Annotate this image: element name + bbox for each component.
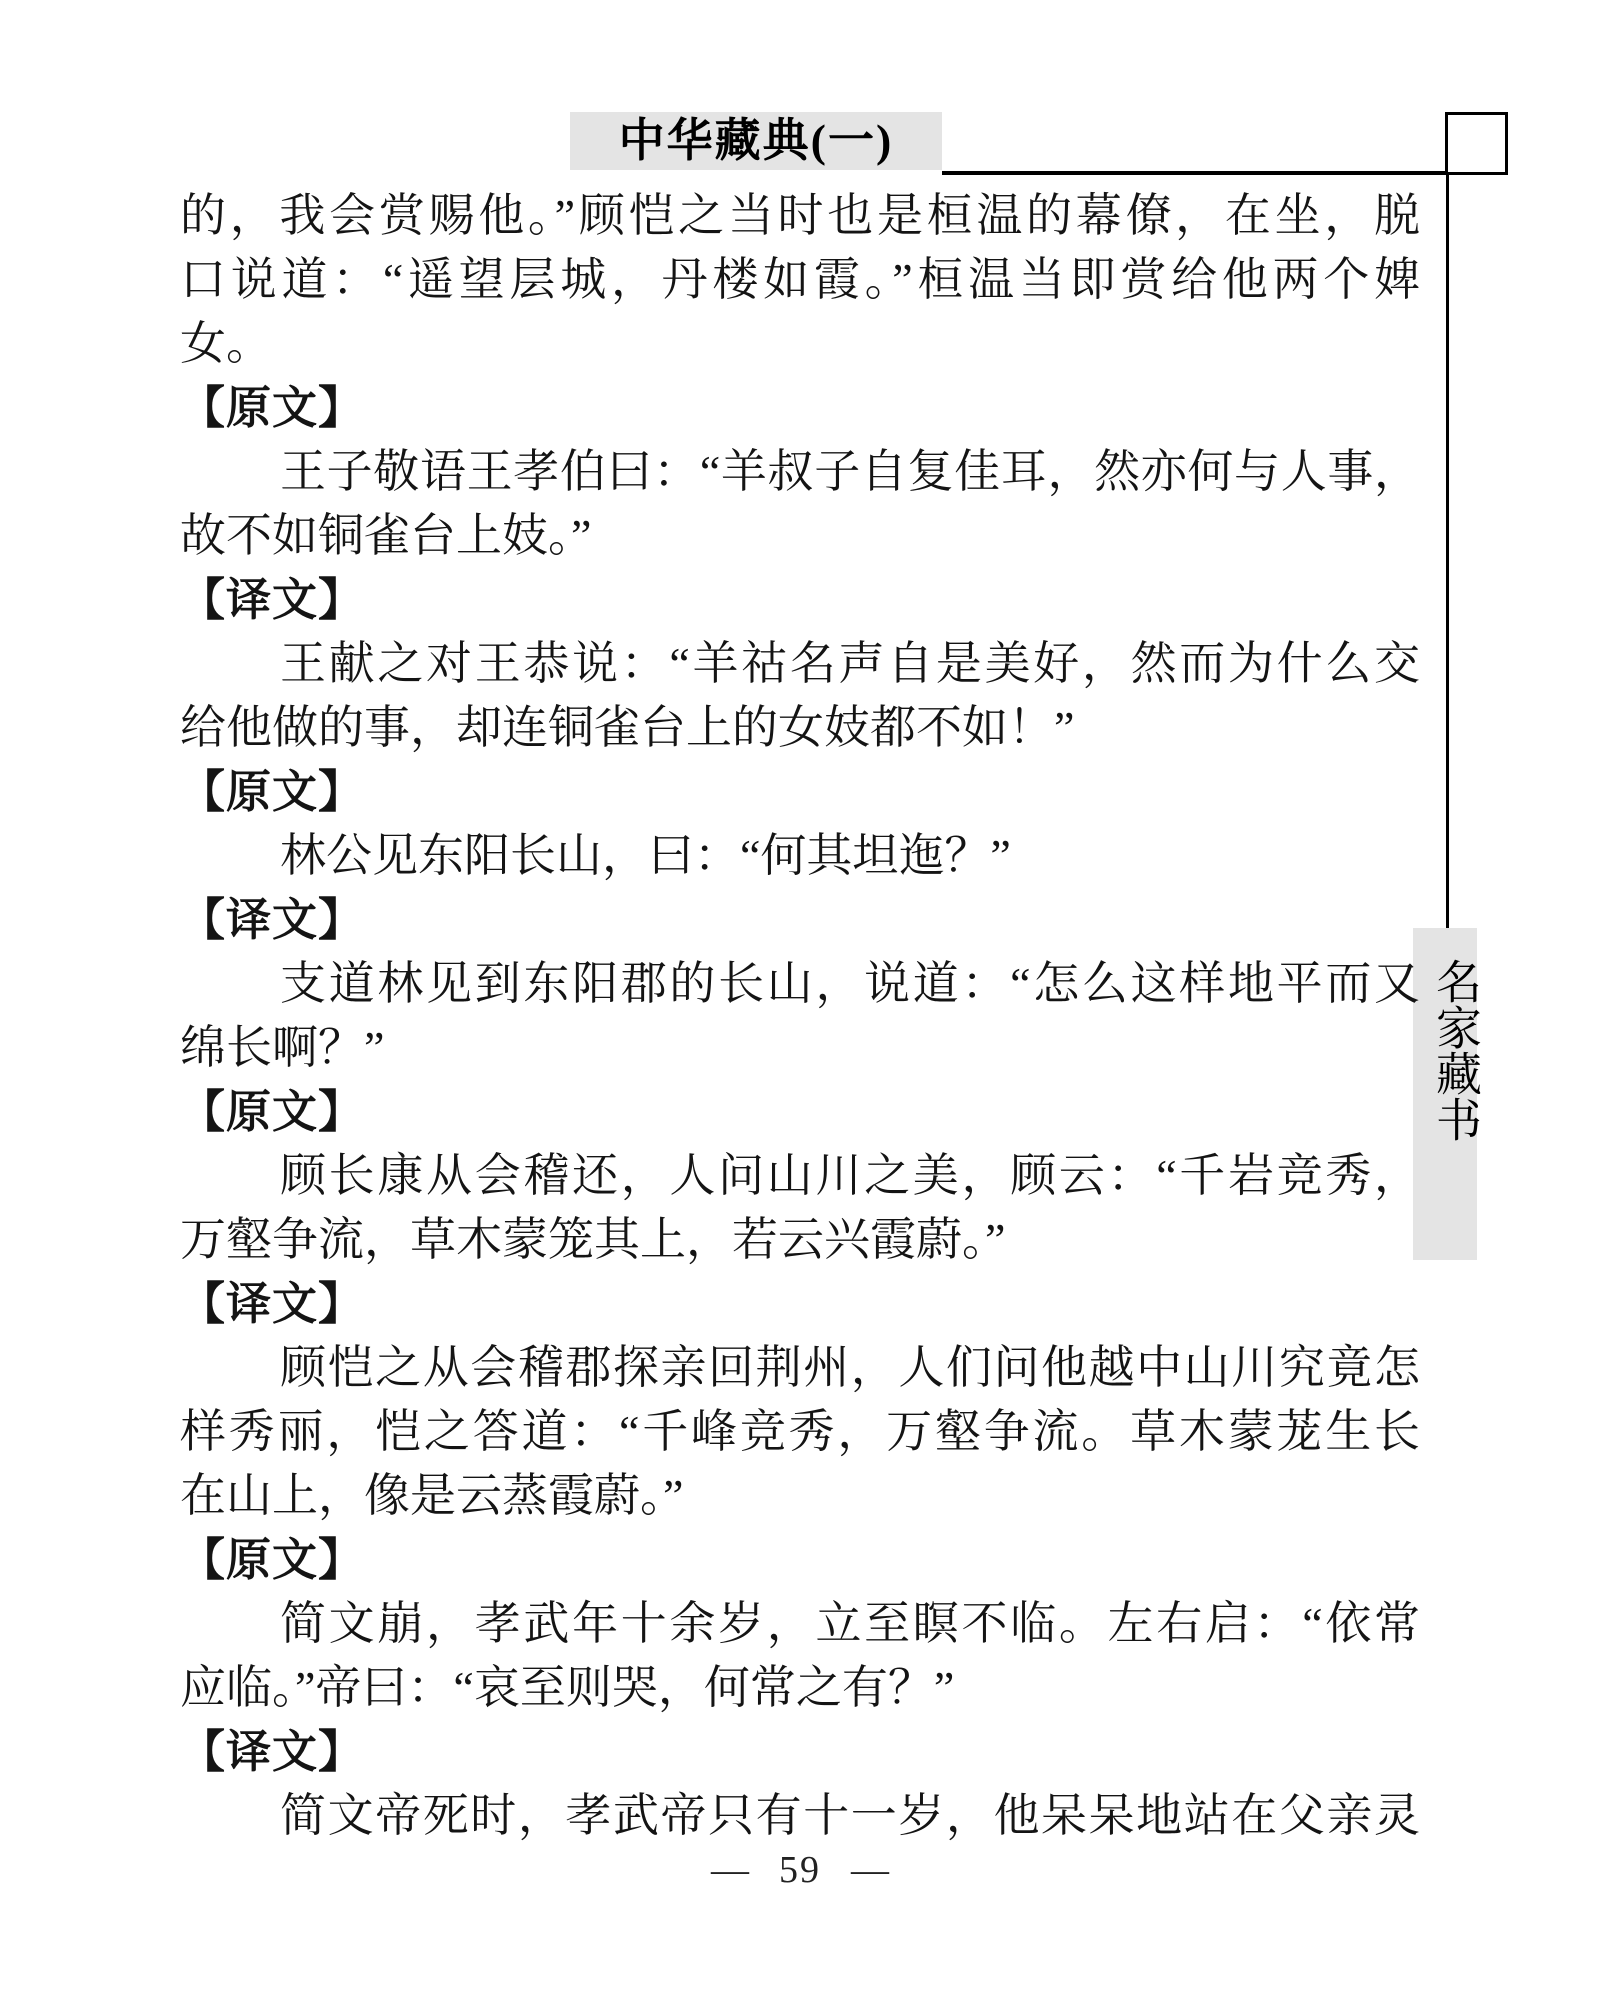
header-title-box [570, 112, 942, 170]
header-rule [942, 171, 1447, 175]
text-line: 绵长啊？” [180, 1022, 385, 1073]
text-line: 口说道：“遥望层城，丹楼如霞。”桓温当即赏给他两个婢 [180, 254, 1420, 305]
footer-left-dash: — [711, 1849, 749, 1891]
corner-box [1445, 112, 1508, 175]
section-label: 【原文】 [180, 767, 365, 817]
text-line: 简文帝死时，孝武帝只有十一岁，他呆呆地站在父亲灵 [280, 1790, 1420, 1841]
content-area [180, 184, 1420, 1848]
text-line: 简文崩，孝武年十余岁，立至瞑不临。左右启：“依常 [280, 1598, 1420, 1649]
text-line: 应临。”帝曰：“哀至则哭，何常之有？” [180, 1662, 955, 1713]
section-label: 【译文】 [180, 895, 365, 945]
section-label: 【译文】 [180, 1279, 365, 1329]
text-line: 顾长康从会稽还，人问山川之美，顾云：“千岩竞秀， [280, 1150, 1420, 1201]
vertical-rule [1446, 175, 1449, 928]
section-label: 【原文】 [180, 1087, 365, 1137]
text-line: 王子敬语王孝伯曰：“羊叔子自复佳耳，然亦何与人事， [280, 446, 1420, 497]
section-label: 【原文】 [180, 383, 365, 433]
text-line: 支道林见到东阳郡的长山，说道：“怎么这样地平而又 [280, 958, 1420, 1009]
section-label: 【原文】 [180, 1535, 365, 1585]
section-label: 【译文】 [180, 575, 365, 625]
text-line: 顾恺之从会稽郡探亲回荆州，人们问他越中山川究竟怎 [280, 1342, 1420, 1393]
text-line: 的，我会赏赐他。”顾恺之当时也是桓温的幕僚，在坐，脱 [180, 190, 1420, 241]
footer-page-number: 59 [779, 1849, 821, 1891]
header-title: 中华藏典(一) [618, 115, 894, 166]
text-line: 林公见东阳长山，曰：“何其坦迤？” [280, 830, 1011, 881]
text-line: 故不如铜雀台上妓。” [180, 510, 592, 561]
section-label: 【译文】 [180, 1727, 365, 1777]
sidebar-tab [1413, 928, 1481, 1260]
text-line: 在山上，像是云蒸霞蔚。” [180, 1470, 684, 1521]
footer-right-dash: — [851, 1849, 889, 1891]
text-line: 样秀丽，恺之答道：“千峰竞秀，万壑争流。草木蒙茏生长 [180, 1406, 1420, 1457]
text-line: 万壑争流，草木蒙笼其上，若云兴霞蔚。” [180, 1214, 1006, 1265]
text-line: 女。 [180, 318, 272, 369]
sidebar-label: 名家藏书 [1430, 958, 1481, 1142]
footer [180, 1848, 1420, 1892]
text-line: 王献之对王恭说：“羊祜名声自是美好，然而为什么交 [280, 638, 1420, 689]
text-line: 给他做的事，却连铜雀台上的女妓都不如！” [180, 702, 1075, 753]
